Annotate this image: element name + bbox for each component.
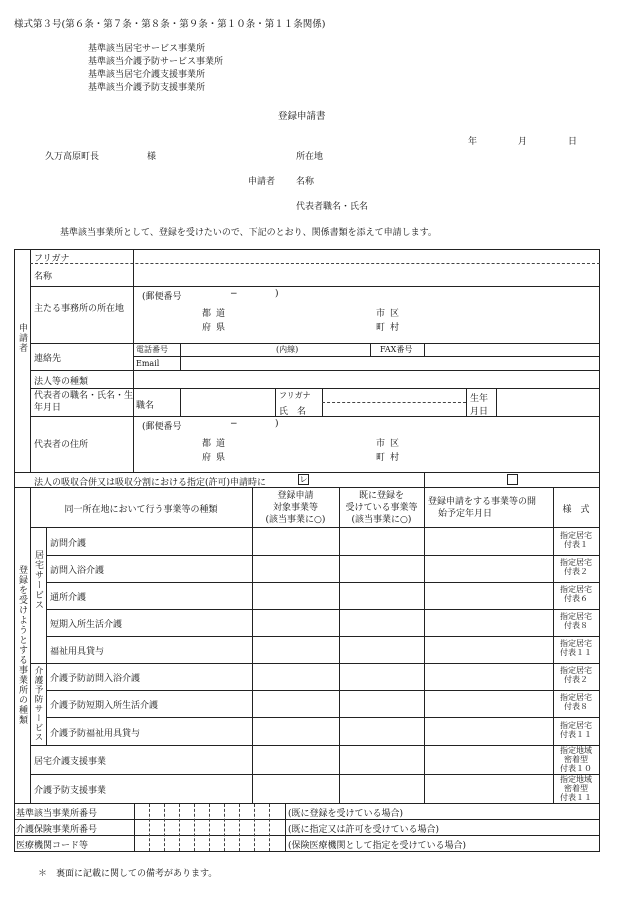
col-start-date — [428, 496, 536, 520]
applicant-name-label: 名称 — [296, 177, 315, 187]
col-target-line: 対象事業等 — [272, 503, 318, 513]
service-form: 指定居宅 付表１ — [560, 531, 592, 549]
office-address-label: 主たる事務所の所在地 — [34, 304, 125, 314]
rep-ken-label: 県 — [216, 453, 226, 463]
fax-label: FAX番号 — [380, 345, 413, 354]
birth-label-1: 生年 — [470, 394, 489, 404]
col-service-type: 同一所在地において行う事業等の種類 — [64, 505, 218, 515]
service-form: 指定居宅 付表２ — [560, 666, 592, 684]
addressee: 基準該当居宅介護支援事業所 — [88, 70, 206, 80]
service-name: 介護予防支援事業 — [34, 786, 107, 796]
merger-text: 法人の吸収合併又は吸収分割における指定(許可)申請時に — [34, 478, 267, 488]
merger-checkbox-checked[interactable]: レ — [299, 475, 308, 484]
number-label: 医療機関コード等 — [16, 841, 89, 851]
service-name: 介護予防訪問入浴介護 — [50, 674, 141, 684]
service-name: 介護予防短期入所生活介護 — [50, 701, 159, 711]
col-target-line: (該当事業に○) — [265, 515, 326, 525]
col-existing-line: 受けている事業等 — [345, 503, 418, 513]
rep-do-label: 道 — [216, 439, 226, 449]
birth-label-2: 月日 — [470, 407, 489, 417]
service-form: 指定居宅 付表２ — [560, 558, 592, 576]
rep-furigana-label: フリガナ — [279, 391, 311, 400]
postal-label: (郵便番号 — [142, 292, 182, 302]
service-name: 居宅介護支援事業 — [34, 757, 107, 767]
merger-checkbox[interactable] — [507, 474, 518, 485]
col-existing — [339, 490, 424, 526]
group-prevention-services: 介護予防サービス — [33, 666, 43, 742]
phone-label: 電話番号 — [136, 345, 168, 354]
date-day: 日 — [568, 137, 578, 147]
service-form: 指定居宅 付表１１ — [560, 721, 592, 739]
col-existing-line: 既に登録を — [358, 491, 404, 501]
contact-label: 連絡先 — [34, 354, 62, 364]
todo-label: 都 — [202, 309, 212, 319]
do-label: 道 — [216, 309, 226, 319]
name-label: 名称 — [34, 272, 53, 282]
service-name: 福祉用具貸与 — [50, 647, 105, 657]
form-number: 様式第３号(第６条・第７条・第８条・第９条・第１０条・第１１条関係) — [14, 19, 326, 30]
rep-shi-label: 市 — [376, 439, 386, 449]
service-form: 指定居宅 付表８ — [560, 612, 592, 630]
machi-label: 町 — [376, 323, 386, 333]
extension-label: (内線) — [276, 345, 299, 354]
corp-type-label: 法人等の種類 — [34, 377, 89, 387]
furigana-label: フリガナ — [34, 254, 70, 264]
addressee: 基準該当居宅サービス事業所 — [88, 44, 206, 54]
rep-shimei-label: 氏 名 — [279, 407, 307, 417]
section-applicant-label: 申請者 — [17, 323, 27, 353]
ku-label: 区 — [390, 309, 400, 319]
rep-postal-dash: − — [230, 419, 238, 429]
service-name: 訪問入浴介護 — [50, 566, 105, 576]
service-form: 指定居宅 付表１１ — [560, 639, 592, 657]
number-note: (既に登録を受けている場合) — [288, 809, 404, 819]
service-name: 通所介護 — [50, 593, 87, 603]
number-label: 介護保険事業所番号 — [16, 825, 98, 835]
rep-postal-label: (郵便番号 — [142, 422, 182, 432]
col-start-line: 登録申請をする事業等の開 — [428, 497, 537, 507]
service-form: 指定地域 密着型 付表１０ — [560, 746, 592, 773]
col-start-line: 始予定年月日 — [438, 509, 493, 519]
group-home-services: 居宅サービス — [33, 550, 43, 610]
service-name: 介護予防福祉用具貸与 — [50, 729, 141, 739]
honorific: 様 — [147, 152, 157, 162]
mura-label: 村 — [390, 323, 400, 333]
col-target — [252, 490, 339, 526]
col-style: 様 式 — [562, 505, 590, 515]
rep-fu-label: 府 — [202, 453, 212, 463]
email-label: Email — [136, 359, 160, 368]
applicant-address-label: 所在地 — [296, 152, 324, 162]
postal-close: ) — [275, 289, 279, 299]
rep-mura-label: 村 — [390, 453, 400, 463]
rep-address-label: 代表者の住所 — [34, 440, 89, 450]
rep-machi-label: 町 — [376, 453, 386, 463]
ken-label: 県 — [216, 323, 226, 333]
page-title: 登録申請書 — [278, 111, 326, 122]
date-year: 年 — [468, 137, 478, 147]
applicant-label: 申請者 — [248, 177, 276, 187]
addressee: 基準該当介護予防支援事業所 — [88, 83, 206, 93]
number-note: (既に指定又は許可を受けている場合) — [288, 825, 440, 835]
col-existing-line: (該当事業に○) — [351, 515, 412, 525]
service-form: 指定居宅 付表８ — [560, 693, 592, 711]
rep-ku-label: 区 — [390, 439, 400, 449]
addressee: 基準該当介護予防サービス事業所 — [88, 57, 224, 67]
statement: 基準該当事業所として、登録を受けたいので、下記のとおり、関係書類を添えて申請します。 — [60, 228, 437, 238]
footnote: ＊ 裏面に記載に関しての備考があります。 — [38, 869, 218, 879]
rep-todo-label: 都 — [202, 439, 212, 449]
addressee-list — [88, 43, 223, 95]
service-name: 短期入所生活介護 — [50, 620, 123, 630]
service-name: 訪問介護 — [50, 539, 87, 549]
date-month: 月 — [518, 137, 528, 147]
fu-label: 府 — [202, 323, 212, 333]
rep-title-label: 職名 — [136, 401, 155, 411]
recipient: 久万高原町長 — [45, 152, 100, 162]
rep-postal-close: ) — [275, 419, 279, 429]
shi-label: 市 — [376, 309, 386, 319]
postal-dash: − — [230, 289, 238, 299]
rep-info-label: 代表者の職名・氏名・生年月日 — [34, 391, 134, 413]
number-label: 基準該当事業所番号 — [16, 809, 98, 819]
col-target-line: 登録申請 — [277, 491, 314, 501]
service-form: 指定地域 密着型 付表１１ — [560, 775, 592, 802]
service-form: 指定居宅 付表６ — [560, 585, 592, 603]
section-services-label: 登録を受けようとする事業所の種類 — [17, 565, 27, 725]
applicant-rep-label: 代表者職名・氏名 — [296, 202, 369, 212]
number-note: (保険医療機関として指定を受けている場合) — [288, 841, 467, 851]
